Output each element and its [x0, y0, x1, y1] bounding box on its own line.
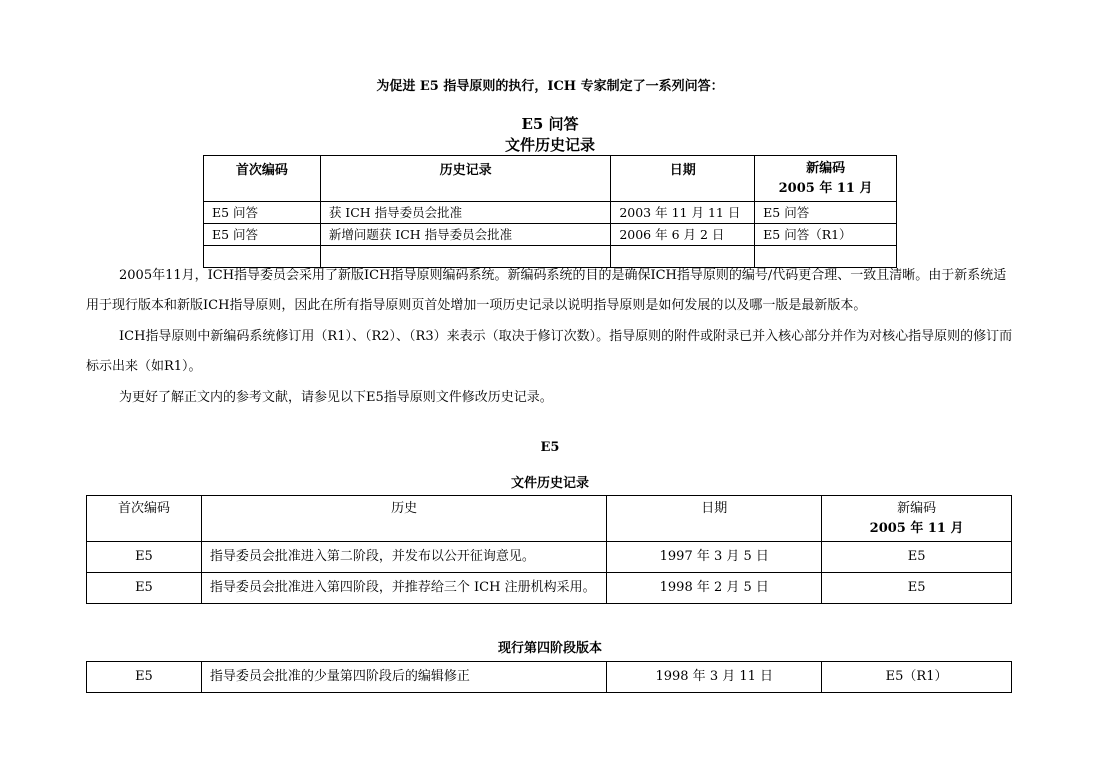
header-new-code-label: 新编码	[806, 161, 846, 176]
e5-subtitle: 文件历史记录	[510, 476, 589, 491]
cell-history: 获 ICH 指导委员会批准	[320, 202, 611, 224]
cell-new-code: E5	[822, 542, 1012, 573]
cell-date: 1997 年 3 月 5 日	[607, 542, 822, 573]
e5-title: E5	[540, 440, 560, 455]
cell-history: 指导委员会批准进入第四阶段，并推荐给三个 ICH 注册机构采用。	[201, 573, 607, 604]
current-stage-title: 现行第四阶段版本	[497, 641, 602, 656]
cell-first-code: E5 问答	[204, 202, 321, 224]
cell-new-code: E5	[822, 573, 1012, 604]
cell-first-code: E5	[87, 662, 202, 693]
header-date: 日期	[607, 496, 822, 542]
cell-history: 指导委员会批准的少量第四阶段后的编辑修正	[201, 662, 606, 693]
cell-date: 1998 年 3 月 11 日	[607, 662, 822, 693]
table-row	[87, 662, 1012, 693]
header-new-code	[822, 496, 1012, 542]
header-new-code	[755, 156, 897, 202]
table-row	[87, 573, 1012, 604]
cell-first-code: E5	[87, 573, 202, 604]
cell-history: 指导委员会批准进入第二阶段，并发布以公开征询意见。	[201, 542, 607, 573]
cell-date: 2006 年 6 月 2 日	[611, 224, 755, 246]
qa-history-table	[203, 155, 897, 268]
cell-new-code: E5（R1）	[822, 662, 1012, 693]
intro-line: 为促进 E5 指导原则的执行，ICH 专家制定了一系列问答：	[376, 79, 724, 94]
cell-date: 2003 年 11 月 11 日	[611, 202, 755, 224]
header-date: 日期	[611, 156, 755, 202]
cell-first-code: E5 问答	[204, 224, 321, 246]
header-new-code-date: 2005 年 11 月	[869, 521, 964, 536]
header-first-code: 首次编码	[204, 156, 321, 202]
table-header-row	[204, 156, 897, 202]
header-new-code-date: 2005 年 11 月	[778, 181, 873, 196]
e5-history-table	[86, 495, 1012, 604]
paragraph-coding-system: 2005年11月，ICH指导委员会采用了新版ICH指导原则编码系统。新编码系统的目的是确保ICH指导原则的编号/代码更合理、一致且清晰。由于新系统适用于现行版本和新版ICH指导原则，因此在所有指导原则页首处增加一项历史记录以说明指导原则是如何发展的以及哪一版是最新版本。	[86, 268, 1007, 313]
cell-date: 1998 年 2 月 5 日	[607, 573, 822, 604]
header-new-code-label: 新编码	[897, 501, 937, 516]
cell-new-code: E5 问答（R1）	[755, 224, 897, 246]
header-first-code: 首次编码	[87, 496, 202, 542]
table-row	[87, 542, 1012, 573]
header-history: 历史	[201, 496, 607, 542]
paragraph-revision-notation: ICH指导原则中新编码系统修订用（R1）、（R2）、（R3）来表示（取决于修订次数）。指导原则的附件或附录已并入核心部分并作为对核心指导原则的修订而标示出来（如R1）。	[86, 329, 1013, 374]
cell-history: 新增问题获 ICH 指导委员会批准	[320, 224, 611, 246]
table-row	[204, 202, 897, 224]
current-version-table	[86, 661, 1012, 693]
qa-title: E5 问答	[521, 115, 579, 133]
table-row	[204, 224, 897, 246]
header-history: 历史记录	[320, 156, 611, 202]
cell-first-code: E5	[87, 542, 202, 573]
qa-subtitle: 文件历史记录	[504, 136, 595, 154]
paragraph-reference: 为更好了解正文内的参考文献，请参见以下E5指导原则文件修改历史记录。	[119, 390, 553, 405]
cell-new-code: E5 问答	[755, 202, 897, 224]
table-header-row	[87, 496, 1012, 542]
